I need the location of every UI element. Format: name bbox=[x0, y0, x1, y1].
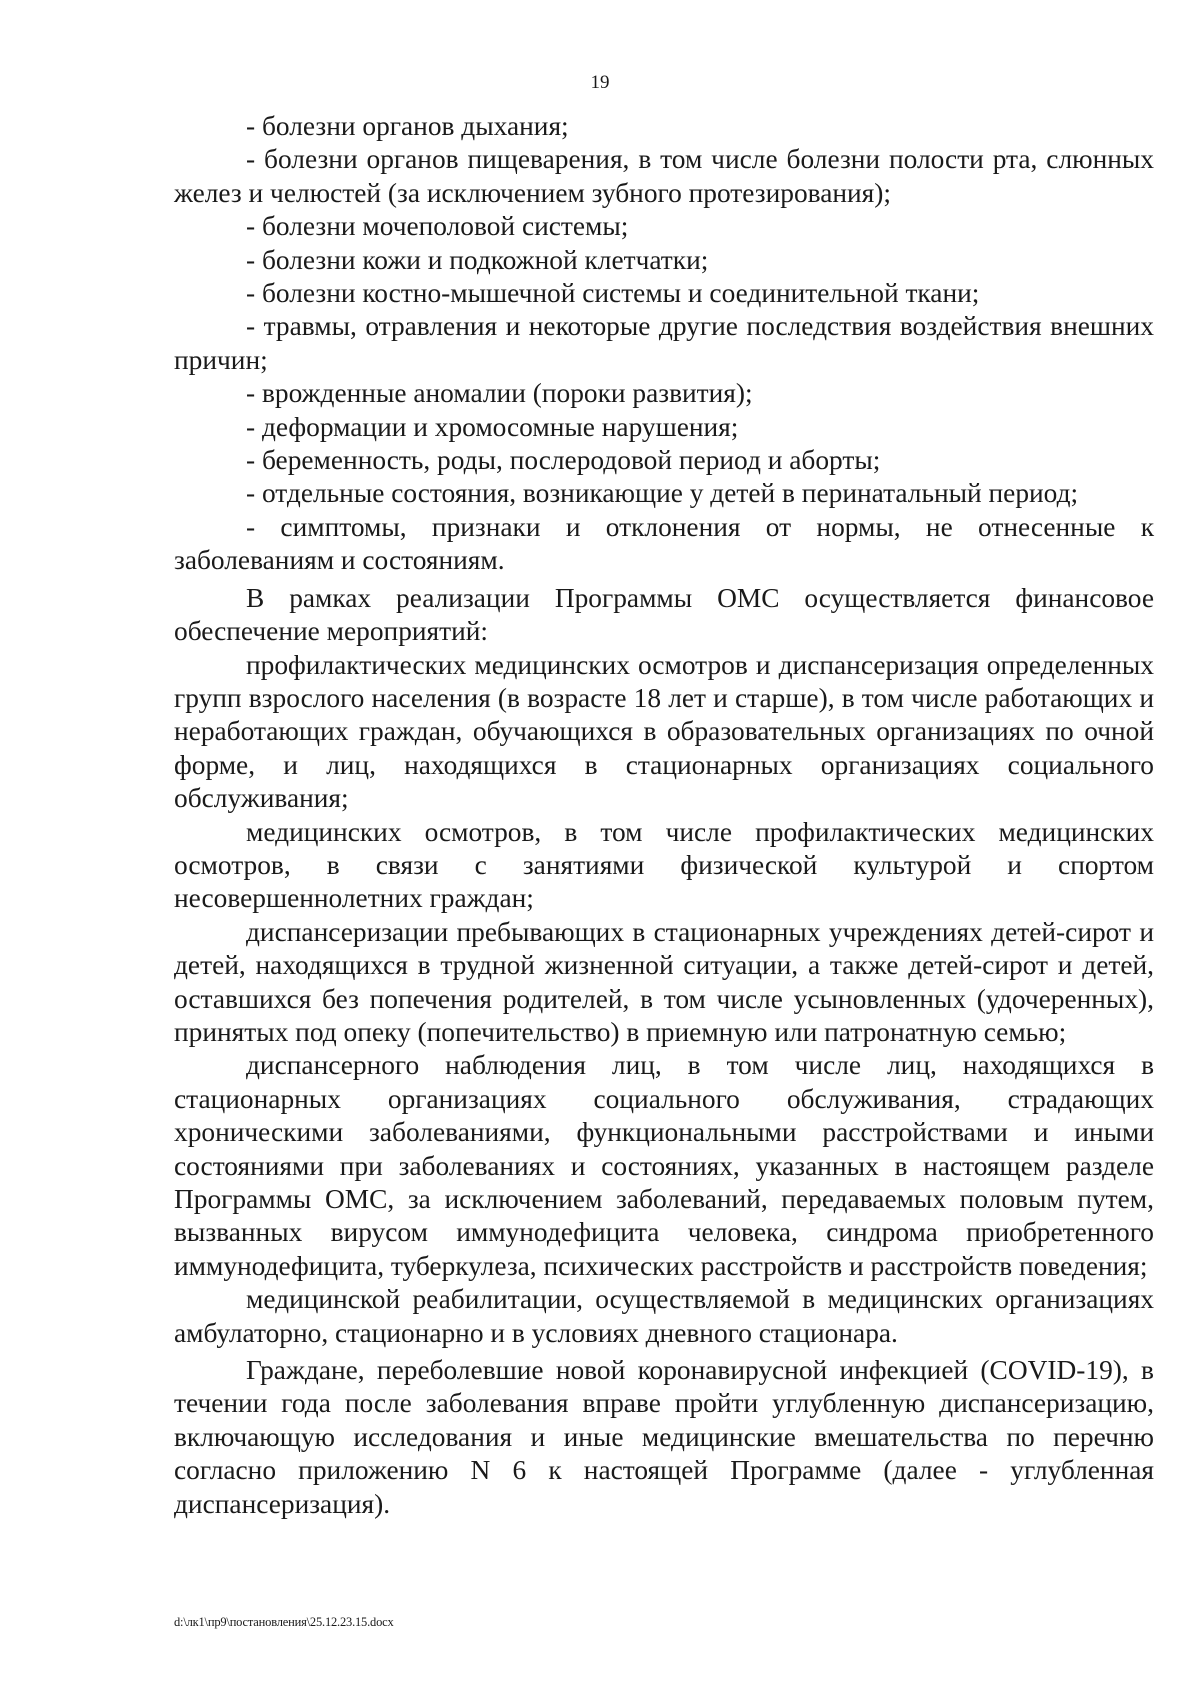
paragraph: - болезни органов пищеварения, в том числе болезни полости рта, слюнных желез и челюстей (за исключением зубного протезирования); bbox=[174, 144, 1154, 208]
page-number: 19 bbox=[590, 72, 610, 93]
document-body bbox=[174, 110, 1154, 1521]
paragraph: - болезни костно-мышечной системы и соединительной ткани; bbox=[246, 278, 980, 309]
paragraph: - болезни мочеполовой системы; bbox=[246, 211, 629, 242]
paragraph: - деформации и хромосомные нарушения; bbox=[246, 411, 739, 442]
paragraph: медицинской реабилитации, осуществляемой в медицинских организациях амбулаторно, стационарно и в условиях дневного стационара. bbox=[174, 1284, 1154, 1348]
paragraph: - болезни органов дыхания; bbox=[246, 111, 569, 141]
paragraph: - болезни кожи и подкожной клетчатки; bbox=[246, 244, 709, 275]
paragraph: - отдельные состояния, возникающие у детей в перинатальный период; bbox=[246, 478, 1079, 509]
paragraph: медицинских осмотров, в том числе профилактических медицинских осмотров, в связи с занятиями физической культурой и спортом несовершеннолетних граждан; bbox=[174, 816, 1154, 914]
paragraph: - беременность, роды, послеродовой период и аборты; bbox=[246, 445, 881, 476]
paragraph: - врожденные аномалии (пороки развития); bbox=[246, 378, 753, 409]
paragraph: - симптомы, признаки и отклонения от нормы, не отнесенные к заболеваниям и состояниям. bbox=[174, 511, 1154, 576]
paragraph: диспансеризации пребывающих в стационарных учреждениях детей-сирот и детей, находящихся в трудной жизненной ситуации, а также детей-сирот и детей, оставшихся без попечения родителей, в том числе усыновленных (удочеренных), принятых под опеку (попечительство) в приемную или патронатную семью; bbox=[174, 916, 1154, 1047]
paragraph: диспансерного наблюдения лиц, в том числе лиц, находящихся в стационарных организациях социального обслуживания, страдающих хроническими заболеваниями, функциональными расстройствами и иными состояниями при заболеваниях и состояниях, указанных в настоящем разделе Программы ОМС, за исключением заболеваний, передаваемых половым путем, вызванных вирусом иммунодефицита человека, синдрома приобретенного иммунодефицита, туберкулеза, психических расстройств и расстройств поведения; bbox=[174, 1050, 1154, 1281]
paragraph: профилактических медицинских осмотров и диспансеризация определенных групп взрослого населения (в возрасте 18 лет и старше), в том числе работающих и неработающих граждан, обучающихся в образовательных организациях по очной форме, и лиц, находящихся в стационарных организациях социального обслуживания; bbox=[174, 649, 1154, 814]
paragraph: В рамках реализации Программы ОМС осуществляется финансовое обеспечение мероприятий: bbox=[174, 582, 1154, 647]
paragraph: - травмы, отравления и некоторые другие последствия воздействия внешних причин; bbox=[174, 311, 1154, 375]
paragraph: Граждане, переболевшие новой коронавирусной инфекцией (COVID-19), в течении года после заболевания вправе пройти углубленную диспансеризацию, включающую исследования и иные медицинские вмешательства по перечню согласно приложению N 6 к настоящей Программе (далее - углубленная диспансеризация). bbox=[174, 1355, 1154, 1519]
footer-file-path: d:\лк1\пр9\постановления\25.12.23.15.docx bbox=[174, 1615, 394, 1629]
